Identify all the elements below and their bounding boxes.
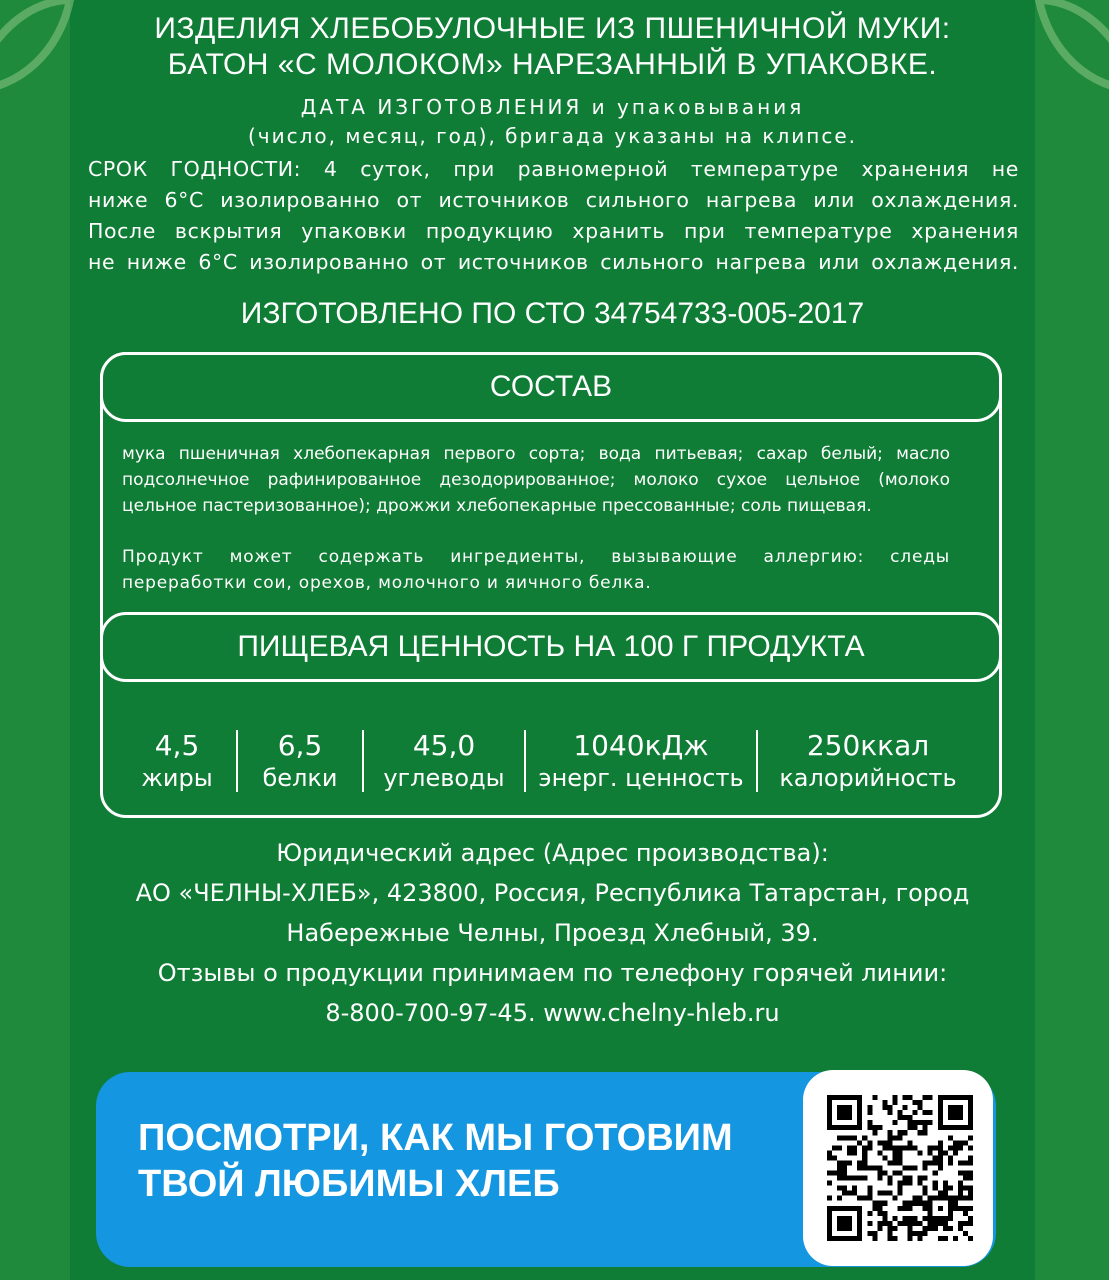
nutrition-label: энерг. ценность bbox=[538, 764, 744, 792]
shelf-life-line: не ниже 6°С изолированно от источников сильного нагрева или охлаждения. bbox=[88, 250, 1019, 274]
nutrition-fat bbox=[118, 729, 236, 793]
leaf-outline-icon bbox=[0, 0, 80, 110]
manufacture-date-line-2: (число, месяц, год), бригада указаны на клипсе. bbox=[248, 124, 857, 148]
product-title-line-1: ИЗДЕЛИЯ ХЛЕБОБУЛОЧНЫЕ ИЗ ПШЕНИЧНОЙ МУКИ: bbox=[154, 12, 951, 45]
nutrition-label: калорийность bbox=[779, 764, 957, 792]
nutrition-heading: ПИЩЕВАЯ ЦЕННОСТЬ НА 100 Г ПРОДУКТА bbox=[100, 612, 1002, 682]
composition-heading: СОСТАВ bbox=[100, 352, 1002, 422]
shelf-life-line: После вскрытия упаковки продукцию хранить при температуре хранения bbox=[88, 219, 1019, 243]
legal-address-line: АО «ЧЕЛНЫ-ХЛЕБ», 423800, Россия, Республика Татарстан, город bbox=[135, 879, 970, 907]
promo-line-2: ТВОЙ ЛЮБИМЫ ХЛЕБ bbox=[138, 1163, 560, 1205]
nutrition-protein bbox=[238, 729, 362, 793]
nutrition-carbs bbox=[364, 729, 524, 793]
nutrition-energy bbox=[526, 729, 756, 793]
ingredients-line: мука пшеничная хлебопекарная первого сорта; вода питьевая; сахар белый; масло bbox=[122, 444, 950, 464]
promo-line-1: ПОСМОТРИ, КАК МЫ ГОТОВИМ bbox=[138, 1117, 733, 1159]
manufacture-date-line-1: ДАТА ИЗГОТОВЛЕНИЯ и упаковывания bbox=[300, 95, 805, 119]
ingredients-line: цельное пастеризованное); дрожжи хлебопекарные прессованные; соль пищевая. bbox=[122, 496, 872, 516]
nutrition-table bbox=[118, 725, 988, 797]
nutrition-value: 4,5 bbox=[154, 729, 200, 762]
qr-code-icon[interactable] bbox=[825, 1095, 975, 1241]
nutrition-value: 45,0 bbox=[412, 729, 476, 762]
nutrition-label: жиры bbox=[141, 764, 213, 792]
legal-address-line: Набережные Челны, Проезд Хлебный, 39. bbox=[286, 919, 819, 947]
ingredients-text bbox=[122, 441, 950, 519]
hotline-text: Отзывы о продукции принимаем по телефону горячей линии: bbox=[157, 959, 948, 987]
product-title-line-2: БАТОН «С МОЛОКОМ» НАРЕЗАННЫЙ В УПАКОВКЕ. bbox=[167, 48, 938, 81]
allergy-warning bbox=[122, 544, 950, 596]
nutrition-calories bbox=[758, 729, 978, 793]
allergy-line: переработки сои, орехов, молочного и яичного белка. bbox=[122, 573, 652, 593]
ingredients-line: подсолнечное рафинированное дезодорированное; молоко сухое цельное (молоко bbox=[122, 470, 950, 490]
nutrition-value: 250ккал bbox=[806, 729, 930, 762]
allergy-line: Продукт может содержать ингредиенты, вызывающие аллергию: следы bbox=[122, 547, 950, 567]
leaf-outline-icon bbox=[1029, 0, 1109, 110]
contact-line[interactable]: 8-800-700-97-45. www.chelny-hleb.ru bbox=[325, 999, 780, 1027]
nutrition-value: 6,5 bbox=[277, 729, 323, 762]
promo-banner-text bbox=[138, 1115, 798, 1207]
legal-address-heading: Юридический адрес (Адрес производства): bbox=[276, 839, 829, 867]
shelf-life-line: СРОК ГОДНОСТИ: 4 суток, при равномерной температуре хранения не bbox=[88, 157, 1019, 181]
nutrition-label: углеводы bbox=[383, 764, 505, 792]
nutrition-label: белки bbox=[262, 764, 338, 792]
nutrition-value: 1040кДж bbox=[573, 729, 709, 762]
standard-reference: ИЗГОТОВЛЕНО ПО СТО 34754733-005-2017 bbox=[240, 297, 865, 330]
shelf-life-line: ниже 6°С изолированно от источников сильного нагрева или охлаждения. bbox=[88, 188, 1019, 212]
